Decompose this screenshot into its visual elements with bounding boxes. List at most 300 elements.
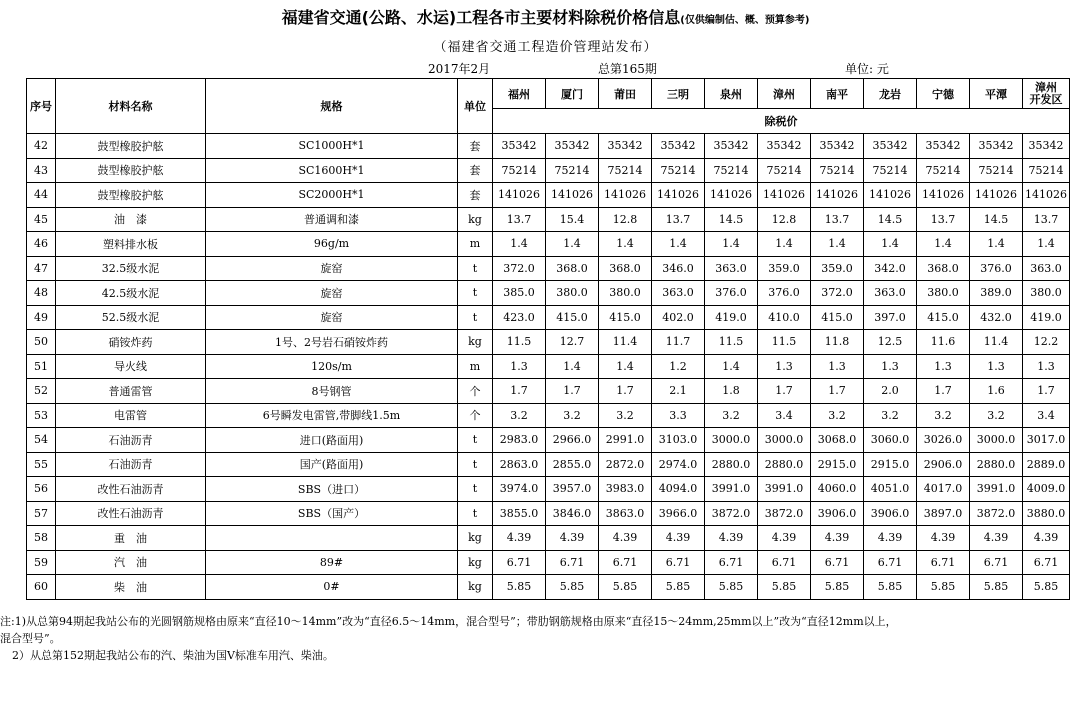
row-price: 5.85 bbox=[1023, 575, 1070, 600]
row-unit: 套 bbox=[458, 158, 493, 183]
row-price: 6.71 bbox=[811, 550, 864, 575]
row-price: 35342 bbox=[652, 134, 705, 159]
row-price: 363.0 bbox=[1023, 256, 1070, 281]
row-unit: 个 bbox=[458, 379, 493, 404]
row-price: 6.71 bbox=[493, 550, 546, 575]
header-city: 宁德 bbox=[917, 79, 970, 109]
row-price: 141026 bbox=[1023, 183, 1070, 208]
header-city: 南平 bbox=[811, 79, 864, 109]
table-row bbox=[27, 330, 1070, 355]
row-price: 4017.0 bbox=[917, 477, 970, 502]
row-price: 5.85 bbox=[546, 575, 599, 600]
row-material-name: 油 漆 bbox=[56, 207, 206, 232]
row-price: 4.39 bbox=[758, 526, 811, 551]
row-price: 5.85 bbox=[970, 575, 1023, 600]
footnotes bbox=[0, 613, 1060, 664]
row-price: 1.4 bbox=[705, 232, 758, 257]
row-price: 11.4 bbox=[970, 330, 1023, 355]
row-price: 141026 bbox=[493, 183, 546, 208]
header-city: 莆田 bbox=[599, 79, 652, 109]
table-row bbox=[27, 158, 1070, 183]
row-price: 141026 bbox=[811, 183, 864, 208]
row-price: 4.39 bbox=[1023, 526, 1070, 551]
row-price: 75214 bbox=[1023, 158, 1070, 183]
row-price: 1.4 bbox=[864, 232, 917, 257]
row-price: 13.7 bbox=[811, 207, 864, 232]
row-material-name: 电雷管 bbox=[56, 403, 206, 428]
row-price: 5.85 bbox=[705, 575, 758, 600]
row-price: 11.6 bbox=[917, 330, 970, 355]
row-price: 419.0 bbox=[1023, 305, 1070, 330]
row-price: 3060.0 bbox=[864, 428, 917, 453]
row-no: 60 bbox=[27, 575, 56, 600]
row-spec: 进口(路面用) bbox=[206, 428, 458, 453]
row-price: 389.0 bbox=[970, 281, 1023, 306]
row-price: 3974.0 bbox=[493, 477, 546, 502]
row-price: 13.7 bbox=[652, 207, 705, 232]
row-price: 3.4 bbox=[758, 403, 811, 428]
title-note: (仅供编制估、概、预算参考) bbox=[680, 15, 810, 26]
table-row bbox=[27, 134, 1070, 159]
row-price: 141026 bbox=[652, 183, 705, 208]
row-price: 1.4 bbox=[546, 354, 599, 379]
row-unit: t bbox=[458, 477, 493, 502]
table-row bbox=[27, 428, 1070, 453]
row-price: 141026 bbox=[599, 183, 652, 208]
row-price: 3872.0 bbox=[758, 501, 811, 526]
row-price: 4.39 bbox=[917, 526, 970, 551]
row-spec: 96g/m bbox=[206, 232, 458, 257]
row-price: 380.0 bbox=[917, 281, 970, 306]
row-price: 4060.0 bbox=[811, 477, 864, 502]
row-price: 141026 bbox=[546, 183, 599, 208]
row-material-name: 42.5级水泥 bbox=[56, 281, 206, 306]
row-price: 12.8 bbox=[599, 207, 652, 232]
row-spec: 国产(路面用) bbox=[206, 452, 458, 477]
row-unit: kg bbox=[458, 207, 493, 232]
row-price: 2983.0 bbox=[493, 428, 546, 453]
row-unit: t bbox=[458, 281, 493, 306]
row-no: 57 bbox=[27, 501, 56, 526]
row-price: 4009.0 bbox=[1023, 477, 1070, 502]
row-price: 2991.0 bbox=[599, 428, 652, 453]
header-city-line2: 开发区 bbox=[1029, 92, 1063, 106]
row-price: 2966.0 bbox=[546, 428, 599, 453]
row-unit: kg bbox=[458, 526, 493, 551]
row-price: 3966.0 bbox=[652, 501, 705, 526]
row-price: 3906.0 bbox=[811, 501, 864, 526]
row-price: 3026.0 bbox=[917, 428, 970, 453]
row-price: 3.2 bbox=[493, 403, 546, 428]
table-row bbox=[27, 305, 1070, 330]
issue-number: 总第165期 bbox=[598, 62, 657, 76]
header-row bbox=[27, 79, 1070, 109]
row-price: 75214 bbox=[864, 158, 917, 183]
row-no: 53 bbox=[27, 403, 56, 428]
row-price: 11.8 bbox=[811, 330, 864, 355]
table-row bbox=[27, 526, 1070, 551]
row-price: 4.39 bbox=[705, 526, 758, 551]
footnote-2: 2）从总第152期起我站公布的汽、柴油为国Ⅴ标准车用汽、柴油。 bbox=[12, 649, 334, 662]
row-price: 380.0 bbox=[546, 281, 599, 306]
row-price: 14.5 bbox=[970, 207, 1023, 232]
row-price: 3.2 bbox=[811, 403, 864, 428]
row-no: 44 bbox=[27, 183, 56, 208]
row-price: 3991.0 bbox=[758, 477, 811, 502]
row-price: 1.3 bbox=[917, 354, 970, 379]
header-spec: 规格 bbox=[206, 79, 458, 134]
row-price: 372.0 bbox=[493, 256, 546, 281]
row-no: 49 bbox=[27, 305, 56, 330]
row-spec: 89# bbox=[206, 550, 458, 575]
row-material-name: 硝铵炸药 bbox=[56, 330, 206, 355]
row-price: 75214 bbox=[599, 158, 652, 183]
row-price: 1.4 bbox=[493, 232, 546, 257]
row-price: 423.0 bbox=[493, 305, 546, 330]
row-price: 14.5 bbox=[705, 207, 758, 232]
row-price: 1.7 bbox=[1023, 379, 1070, 404]
row-price: 75214 bbox=[705, 158, 758, 183]
row-price: 35342 bbox=[811, 134, 864, 159]
row-price: 415.0 bbox=[811, 305, 864, 330]
table-row bbox=[27, 232, 1070, 257]
row-price: 6.71 bbox=[758, 550, 811, 575]
row-no: 55 bbox=[27, 452, 56, 477]
row-price: 2880.0 bbox=[758, 452, 811, 477]
row-price: 2.1 bbox=[652, 379, 705, 404]
row-material-name: 鼓型橡胶护舷 bbox=[56, 183, 206, 208]
row-price: 376.0 bbox=[705, 281, 758, 306]
row-price: 141026 bbox=[917, 183, 970, 208]
row-material-name: 普通雷管 bbox=[56, 379, 206, 404]
title-main: 福建省交通(公路、水运)工程各市主要材料除税价格信息 bbox=[281, 8, 681, 27]
row-unit: kg bbox=[458, 330, 493, 355]
row-price: 2863.0 bbox=[493, 452, 546, 477]
row-material-name: 塑料排水板 bbox=[56, 232, 206, 257]
row-price: 419.0 bbox=[705, 305, 758, 330]
row-material-name: 重 油 bbox=[56, 526, 206, 551]
row-price: 380.0 bbox=[599, 281, 652, 306]
row-unit: 个 bbox=[458, 403, 493, 428]
row-price: 2889.0 bbox=[1023, 452, 1070, 477]
row-price: 3000.0 bbox=[970, 428, 1023, 453]
table-row bbox=[27, 452, 1070, 477]
row-price: 11.5 bbox=[758, 330, 811, 355]
row-price: 6.71 bbox=[546, 550, 599, 575]
row-price: 359.0 bbox=[811, 256, 864, 281]
row-price: 2855.0 bbox=[546, 452, 599, 477]
row-price: 2880.0 bbox=[705, 452, 758, 477]
row-price: 6.71 bbox=[917, 550, 970, 575]
row-no: 43 bbox=[27, 158, 56, 183]
row-price: 1.4 bbox=[599, 232, 652, 257]
row-no: 47 bbox=[27, 256, 56, 281]
row-price: 35342 bbox=[546, 134, 599, 159]
row-unit: kg bbox=[458, 550, 493, 575]
row-price: 363.0 bbox=[705, 256, 758, 281]
row-material-name: 汽 油 bbox=[56, 550, 206, 575]
row-spec: 旋窑 bbox=[206, 256, 458, 281]
row-price: 4094.0 bbox=[652, 477, 705, 502]
row-spec: 6号瞬发电雷管,带脚线1.5m bbox=[206, 403, 458, 428]
header-city: 漳州 bbox=[758, 79, 811, 109]
row-price: 1.3 bbox=[811, 354, 864, 379]
row-price: 342.0 bbox=[864, 256, 917, 281]
table-row bbox=[27, 256, 1070, 281]
row-price: 1.7 bbox=[811, 379, 864, 404]
row-price: 35342 bbox=[705, 134, 758, 159]
row-price: 5.85 bbox=[864, 575, 917, 600]
price-table bbox=[26, 78, 1070, 600]
row-price: 14.5 bbox=[864, 207, 917, 232]
row-price: 5.85 bbox=[917, 575, 970, 600]
row-price: 2872.0 bbox=[599, 452, 652, 477]
row-price: 4.39 bbox=[811, 526, 864, 551]
row-price: 1.7 bbox=[546, 379, 599, 404]
row-price: 6.71 bbox=[599, 550, 652, 575]
row-price: 13.7 bbox=[1023, 207, 1070, 232]
row-material-name: 改性石油沥青 bbox=[56, 501, 206, 526]
row-no: 42 bbox=[27, 134, 56, 159]
row-material-name: 柴 油 bbox=[56, 575, 206, 600]
table-row bbox=[27, 501, 1070, 526]
row-unit: t bbox=[458, 305, 493, 330]
row-price: 141026 bbox=[705, 183, 758, 208]
row-price: 35342 bbox=[864, 134, 917, 159]
row-price: 6.71 bbox=[970, 550, 1023, 575]
table-row bbox=[27, 354, 1070, 379]
header-city: 福州 bbox=[493, 79, 546, 109]
row-price: 6.71 bbox=[864, 550, 917, 575]
row-price: 368.0 bbox=[917, 256, 970, 281]
row-price: 385.0 bbox=[493, 281, 546, 306]
row-price: 3017.0 bbox=[1023, 428, 1070, 453]
header-name: 材料名称 bbox=[56, 79, 206, 134]
header-city: 三明 bbox=[652, 79, 705, 109]
row-price: 1.3 bbox=[1023, 354, 1070, 379]
table-row bbox=[27, 550, 1070, 575]
footnote-1-cont: 混合型号”。 bbox=[0, 632, 61, 645]
row-price: 75214 bbox=[970, 158, 1023, 183]
row-price: 3872.0 bbox=[970, 501, 1023, 526]
row-price: 11.5 bbox=[493, 330, 546, 355]
header-unit: 单位 bbox=[458, 79, 493, 134]
table-row bbox=[27, 477, 1070, 502]
row-price: 12.8 bbox=[758, 207, 811, 232]
row-price: 1.7 bbox=[917, 379, 970, 404]
row-spec: 旋窑 bbox=[206, 305, 458, 330]
row-unit: t bbox=[458, 501, 493, 526]
row-spec bbox=[206, 526, 458, 551]
row-price: 3991.0 bbox=[970, 477, 1023, 502]
row-price: 35342 bbox=[599, 134, 652, 159]
row-price: 410.0 bbox=[758, 305, 811, 330]
row-price: 1.3 bbox=[493, 354, 546, 379]
row-price: 363.0 bbox=[864, 281, 917, 306]
row-material-name: 鼓型橡胶护舷 bbox=[56, 134, 206, 159]
page-title bbox=[0, 5, 1091, 28]
row-price: 3.2 bbox=[864, 403, 917, 428]
row-price: 11.7 bbox=[652, 330, 705, 355]
row-no: 51 bbox=[27, 354, 56, 379]
row-unit: 套 bbox=[458, 134, 493, 159]
row-price: 4.39 bbox=[864, 526, 917, 551]
table-row bbox=[27, 379, 1070, 404]
row-no: 50 bbox=[27, 330, 56, 355]
row-spec: SC1600H*1 bbox=[206, 158, 458, 183]
row-spec: SC2000H*1 bbox=[206, 183, 458, 208]
row-price: 3.2 bbox=[917, 403, 970, 428]
row-price: 35342 bbox=[917, 134, 970, 159]
row-price: 1.8 bbox=[705, 379, 758, 404]
row-price: 380.0 bbox=[1023, 281, 1070, 306]
row-price: 3872.0 bbox=[705, 501, 758, 526]
row-price: 1.4 bbox=[917, 232, 970, 257]
row-price: 12.7 bbox=[546, 330, 599, 355]
row-price: 1.2 bbox=[652, 354, 705, 379]
table-row bbox=[27, 281, 1070, 306]
row-price: 35342 bbox=[970, 134, 1023, 159]
row-unit: t bbox=[458, 256, 493, 281]
row-price: 1.3 bbox=[758, 354, 811, 379]
row-price: 402.0 bbox=[652, 305, 705, 330]
row-material-name: 鼓型橡胶护舷 bbox=[56, 158, 206, 183]
row-spec: 0# bbox=[206, 575, 458, 600]
row-price: 1.4 bbox=[546, 232, 599, 257]
row-no: 58 bbox=[27, 526, 56, 551]
row-price: 11.4 bbox=[599, 330, 652, 355]
row-price: 1.6 bbox=[970, 379, 1023, 404]
row-price: 5.85 bbox=[493, 575, 546, 600]
row-price: 35342 bbox=[1023, 134, 1070, 159]
row-price: 1.7 bbox=[758, 379, 811, 404]
table-row bbox=[27, 183, 1070, 208]
row-spec: SBS（进口） bbox=[206, 477, 458, 502]
row-spec: SBS（国产） bbox=[206, 501, 458, 526]
row-price: 5.85 bbox=[652, 575, 705, 600]
row-unit: t bbox=[458, 428, 493, 453]
row-price: 3983.0 bbox=[599, 477, 652, 502]
row-price: 1.4 bbox=[1023, 232, 1070, 257]
row-price: 1.4 bbox=[652, 232, 705, 257]
row-price: 368.0 bbox=[599, 256, 652, 281]
row-spec: 120s/m bbox=[206, 354, 458, 379]
row-no: 48 bbox=[27, 281, 56, 306]
footnote-1: 注:1)从总第94期起我站公布的光圆钢筋规格由原来“直径10～14mm”改为“直径6.5～14mm，混合型号”；带肋钢筋规格由原来“直径15～24mm,25mm以上”改为“直径12mm以上， bbox=[0, 615, 897, 628]
row-price: 3880.0 bbox=[1023, 501, 1070, 526]
row-price: 2906.0 bbox=[917, 452, 970, 477]
row-unit: t bbox=[458, 452, 493, 477]
row-price: 1.3 bbox=[970, 354, 1023, 379]
row-spec: 1号、2号岩石硝铵炸药 bbox=[206, 330, 458, 355]
row-price: 3991.0 bbox=[705, 477, 758, 502]
row-price: 5.85 bbox=[758, 575, 811, 600]
row-price: 415.0 bbox=[917, 305, 970, 330]
row-price: 3103.0 bbox=[652, 428, 705, 453]
row-price: 75214 bbox=[917, 158, 970, 183]
row-price: 12.5 bbox=[864, 330, 917, 355]
row-spec: 8号钢管 bbox=[206, 379, 458, 404]
row-price: 1.7 bbox=[599, 379, 652, 404]
row-price: 3.2 bbox=[546, 403, 599, 428]
row-price: 4.39 bbox=[493, 526, 546, 551]
row-price: 3.4 bbox=[1023, 403, 1070, 428]
row-price: 75214 bbox=[652, 158, 705, 183]
row-price: 11.5 bbox=[705, 330, 758, 355]
row-price: 372.0 bbox=[811, 281, 864, 306]
row-no: 56 bbox=[27, 477, 56, 502]
row-material-name: 32.5级水泥 bbox=[56, 256, 206, 281]
row-price: 368.0 bbox=[546, 256, 599, 281]
row-no: 52 bbox=[27, 379, 56, 404]
row-spec: 普通调和漆 bbox=[206, 207, 458, 232]
row-price: 376.0 bbox=[970, 256, 1023, 281]
row-no: 46 bbox=[27, 232, 56, 257]
table-row bbox=[27, 403, 1070, 428]
row-price: 13.7 bbox=[493, 207, 546, 232]
row-price: 1.7 bbox=[493, 379, 546, 404]
row-price: 3846.0 bbox=[546, 501, 599, 526]
row-unit: m bbox=[458, 354, 493, 379]
row-price: 3897.0 bbox=[917, 501, 970, 526]
row-price: 3.2 bbox=[970, 403, 1023, 428]
row-price: 3068.0 bbox=[811, 428, 864, 453]
row-price: 415.0 bbox=[546, 305, 599, 330]
row-price: 35342 bbox=[493, 134, 546, 159]
row-unit: kg bbox=[458, 575, 493, 600]
row-price: 2.0 bbox=[864, 379, 917, 404]
row-unit: m bbox=[458, 232, 493, 257]
row-price: 75214 bbox=[493, 158, 546, 183]
row-price: 5.85 bbox=[599, 575, 652, 600]
row-price: 3855.0 bbox=[493, 501, 546, 526]
row-price: 3.2 bbox=[705, 403, 758, 428]
row-price: 359.0 bbox=[758, 256, 811, 281]
row-price: 15.4 bbox=[546, 207, 599, 232]
row-price: 75214 bbox=[546, 158, 599, 183]
row-price: 4.39 bbox=[599, 526, 652, 551]
row-price: 4.39 bbox=[970, 526, 1023, 551]
row-no: 54 bbox=[27, 428, 56, 453]
row-price: 3000.0 bbox=[758, 428, 811, 453]
row-material-name: 52.5级水泥 bbox=[56, 305, 206, 330]
row-price: 6.71 bbox=[705, 550, 758, 575]
row-unit: 套 bbox=[458, 183, 493, 208]
row-price: 6.71 bbox=[1023, 550, 1070, 575]
row-price: 3906.0 bbox=[864, 501, 917, 526]
row-price: 346.0 bbox=[652, 256, 705, 281]
row-price: 141026 bbox=[864, 183, 917, 208]
header-no: 序号 bbox=[27, 79, 56, 134]
row-price: 3.3 bbox=[652, 403, 705, 428]
row-price: 1.4 bbox=[811, 232, 864, 257]
row-price: 3000.0 bbox=[705, 428, 758, 453]
row-no: 59 bbox=[27, 550, 56, 575]
row-price: 1.3 bbox=[864, 354, 917, 379]
row-price: 2880.0 bbox=[970, 452, 1023, 477]
row-price: 13.7 bbox=[917, 207, 970, 232]
row-price: 3863.0 bbox=[599, 501, 652, 526]
row-price: 2974.0 bbox=[652, 452, 705, 477]
row-price: 3.2 bbox=[599, 403, 652, 428]
header-city-line1: 漳州 bbox=[1035, 80, 1057, 94]
row-price: 363.0 bbox=[652, 281, 705, 306]
row-price: 415.0 bbox=[599, 305, 652, 330]
row-price: 4.39 bbox=[546, 526, 599, 551]
row-price: 35342 bbox=[758, 134, 811, 159]
table-row bbox=[27, 207, 1070, 232]
row-price: 432.0 bbox=[970, 305, 1023, 330]
